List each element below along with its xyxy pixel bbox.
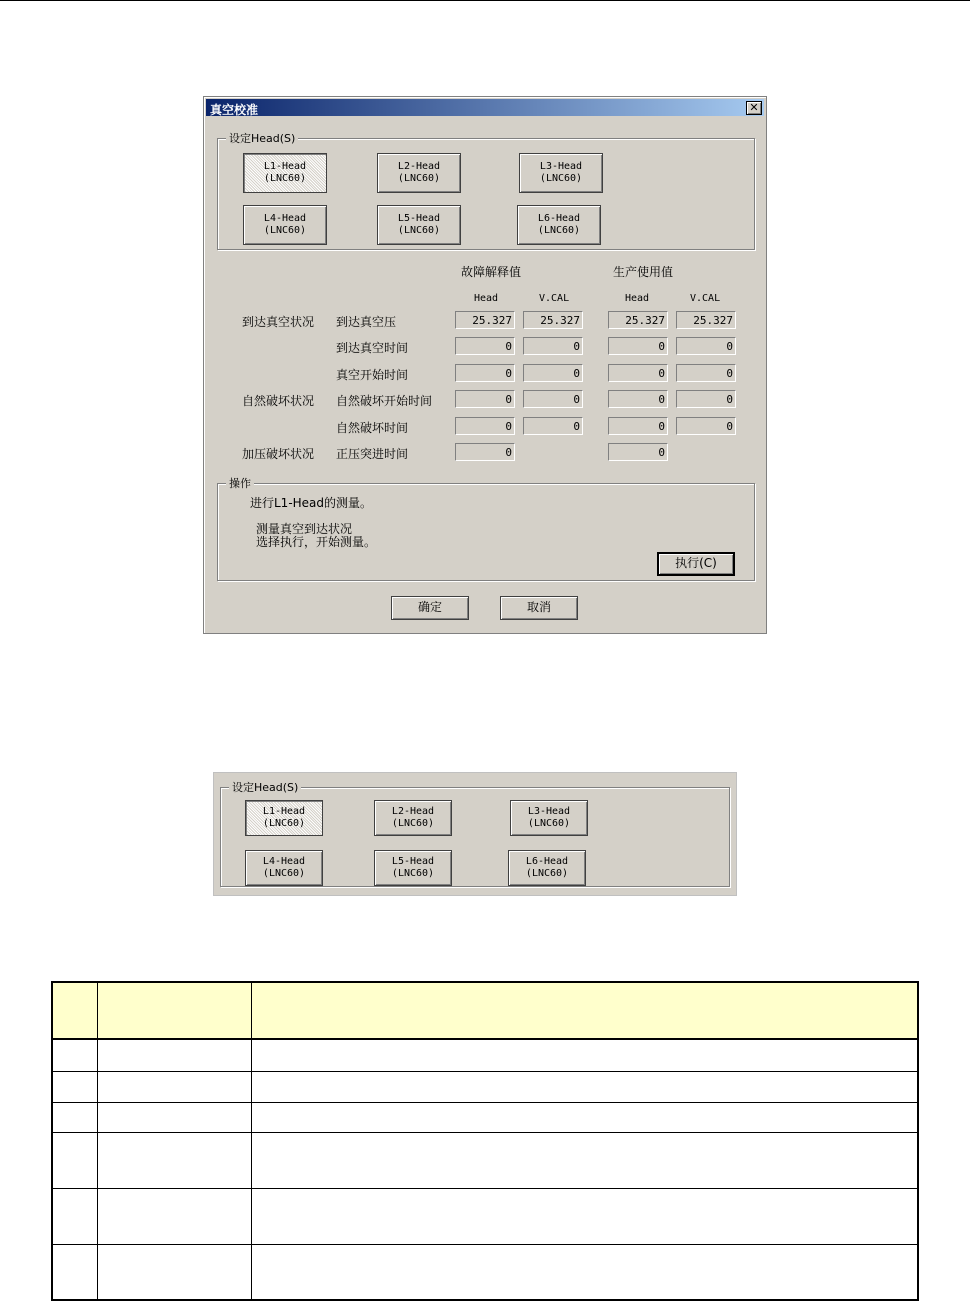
l1-head-button[interactable]: [243, 153, 327, 193]
fault-head-value: 25.327: [455, 311, 515, 329]
fault-head-value: 0: [455, 364, 515, 382]
table-row: [52, 1244, 918, 1300]
production-head-value: 0: [608, 390, 668, 408]
production-vcal-value: 0: [676, 417, 736, 435]
table-row: [52, 1102, 918, 1132]
head-select-panel: [213, 772, 737, 896]
l6-head-label: L6-Head: [525, 856, 569, 867]
fault-vcal-value: 0: [523, 364, 583, 382]
operation-group-label: 操作: [226, 475, 254, 491]
section-reach-vacuum: 到达真空状况: [242, 315, 315, 329]
production-vcal-column: V.CAL: [690, 293, 721, 304]
l5-head-model: (LNC60): [391, 868, 435, 879]
fault-vcal-value: 25.327: [523, 311, 583, 329]
operation-instruction-2: 选择执行，开始测量。: [256, 535, 377, 549]
l5-head-label: L5-Head: [391, 856, 435, 867]
operation-instruction-1: 测量真空到达状况: [256, 522, 353, 536]
l2-head-label: L2-Head: [397, 161, 441, 172]
row-label: 自然破坏时间: [336, 421, 409, 435]
row-label: 到达真空压: [336, 315, 397, 329]
fault-values-header: 故障解释值: [461, 265, 522, 279]
top-rule: [0, 0, 970, 1]
l1-head-model: (LNC60): [262, 818, 306, 829]
l1-head-label: L1-Head: [262, 806, 306, 817]
header-cell-description: [251, 982, 918, 1039]
production-vcal-value: 0: [676, 390, 736, 408]
production-values-header: 生产使用值: [613, 265, 674, 279]
production-head-value: 0: [608, 417, 668, 435]
section-pressure-break: 加压破坏状况: [242, 447, 315, 461]
l2-head-label: L2-Head: [391, 806, 435, 817]
l4-head-button[interactable]: [243, 205, 327, 245]
production-vcal-value: 25.327: [676, 311, 736, 329]
fault-head-value: 0: [455, 443, 515, 461]
fault-head-column: Head: [474, 293, 499, 304]
header-cell-item: [97, 982, 251, 1039]
table-row: [52, 1039, 918, 1071]
l3-head-label: L3-Head: [527, 806, 571, 817]
vacuum-calibration-dialog: [203, 96, 767, 634]
l3-head-model: (LNC60): [527, 818, 571, 829]
l5-head-button[interactable]: [374, 850, 452, 886]
l6-head-model: (LNC60): [537, 225, 581, 236]
row-label: 到达真空时间: [336, 341, 409, 355]
l6-head-model: (LNC60): [525, 868, 569, 879]
production-head-column: Head: [625, 293, 650, 304]
l4-head-model: (LNC60): [263, 225, 307, 236]
table-row: [52, 1132, 918, 1188]
fault-vcal-value: 0: [523, 390, 583, 408]
close-icon: ✕: [749, 101, 759, 114]
l6-head-label: L6-Head: [537, 213, 581, 224]
l1-head-label: L1-Head: [263, 161, 307, 172]
l5-head-model: (LNC60): [397, 225, 441, 236]
section-natural-break: 自然破坏状况: [242, 394, 315, 408]
row-label: 自然破坏开始时间: [336, 394, 433, 408]
table-row: [52, 1071, 918, 1102]
production-head-value: 25.327: [608, 311, 668, 329]
ok-button[interactable]: 确定: [391, 596, 469, 620]
close-button[interactable]: [746, 101, 762, 115]
l5-head-label: L5-Head: [397, 213, 441, 224]
row-label: 正压突进时间: [336, 447, 409, 461]
l6-head-button[interactable]: [517, 205, 601, 245]
l6-head-button[interactable]: [508, 850, 586, 886]
dialog-title: 真空校准: [210, 103, 259, 117]
head-select-group-label: 设定Head(S): [229, 779, 301, 795]
fault-vcal-value: 0: [523, 337, 583, 355]
head-select-group-label: 设定Head(S): [226, 130, 298, 146]
production-vcal-value: 0: [676, 364, 736, 382]
l3-head-label: L3-Head: [539, 161, 583, 172]
l4-head-label: L4-Head: [263, 213, 307, 224]
cancel-button[interactable]: 取消: [500, 596, 578, 620]
production-head-value: 0: [608, 337, 668, 355]
title-bar[interactable]: [206, 99, 764, 116]
l1-head-button[interactable]: [245, 800, 323, 836]
l4-head-label: L4-Head: [262, 856, 306, 867]
l1-head-model: (LNC60): [263, 173, 307, 184]
l3-head-button[interactable]: [510, 800, 588, 836]
l2-head-button[interactable]: [374, 800, 452, 836]
l2-head-model: (LNC60): [397, 173, 441, 184]
production-head-value: 0: [608, 443, 668, 461]
production-vcal-value: 0: [676, 337, 736, 355]
row-label: 真空开始时间: [336, 368, 409, 382]
spec-table: [51, 981, 919, 1301]
fault-head-value: 0: [455, 390, 515, 408]
fault-head-value: 0: [455, 337, 515, 355]
fault-head-value: 0: [455, 417, 515, 435]
execute-button[interactable]: 执行(C): [657, 552, 735, 576]
l4-head-button[interactable]: [245, 850, 323, 886]
operation-message: 进行L1-Head的测量。: [250, 496, 373, 510]
l3-head-model: (LNC60): [539, 173, 583, 184]
fault-vcal-value: 0: [523, 417, 583, 435]
l3-head-button[interactable]: [519, 153, 603, 193]
fault-vcal-column: V.CAL: [539, 293, 570, 304]
production-head-value: 0: [608, 364, 668, 382]
table-row: [52, 1188, 918, 1244]
table-header-row: [52, 982, 918, 1039]
l4-head-model: (LNC60): [262, 868, 306, 879]
l2-head-model: (LNC60): [391, 818, 435, 829]
l2-head-button[interactable]: [377, 153, 461, 193]
header-cell-no: [52, 982, 97, 1039]
l5-head-button[interactable]: [377, 205, 461, 245]
